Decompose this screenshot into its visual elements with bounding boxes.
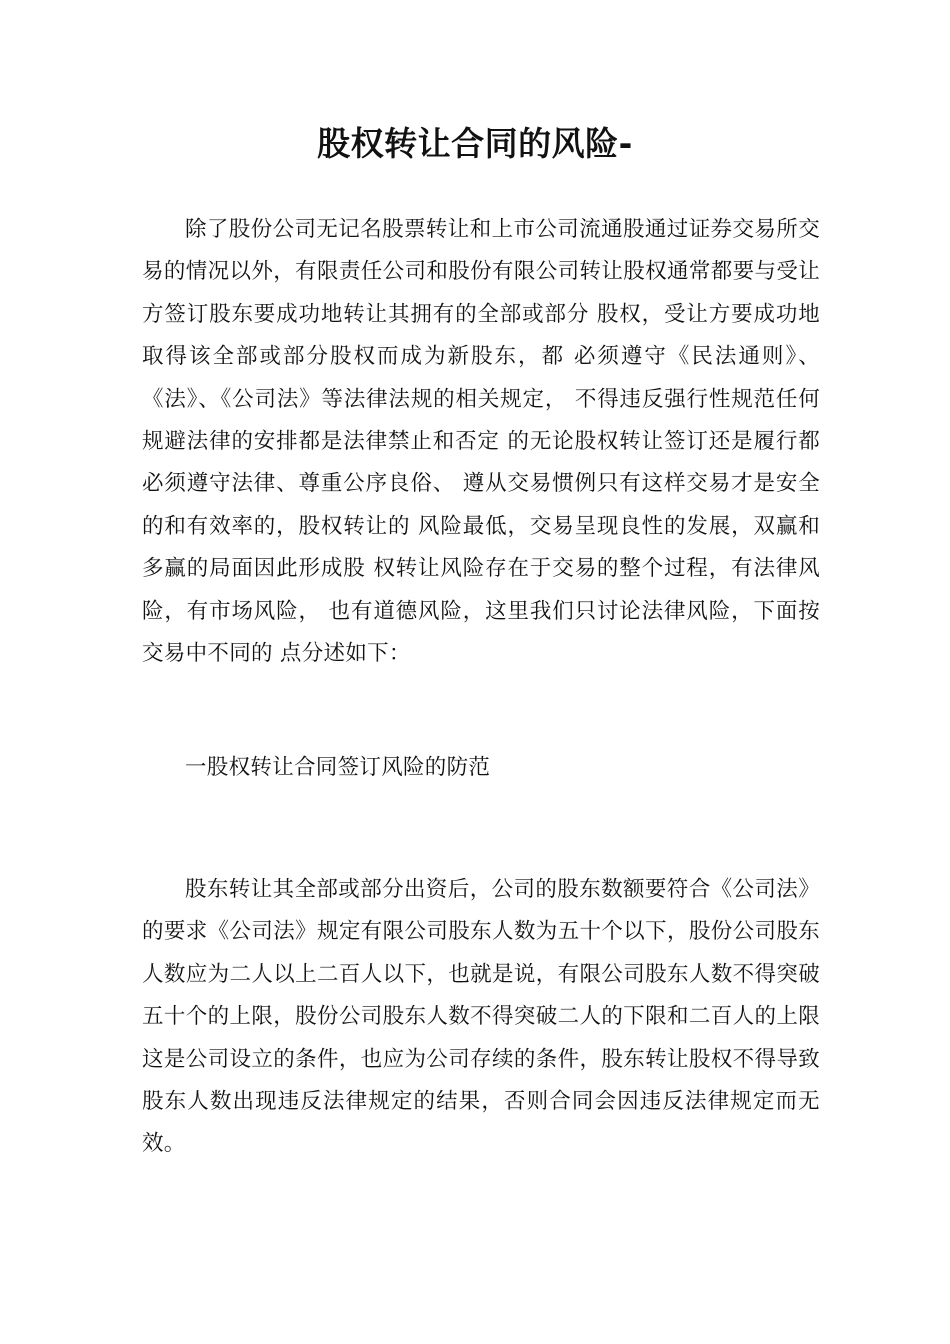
section-heading: 一股权转让合同签订风险的防范 bbox=[185, 755, 491, 780]
paragraph-shareholder-count: 股东转让其全部或部分出资后，公司的股东数额要符合《公司法》的要求《公司法》规定有限公司股东人数为五十个以下，股份公司股东人数应为二人以上二百人以下，也就是说，有限公司股东人数不得突破五十个的上限，股份公司股东人数不得突破二人的下限和二百人的上限这是公司设立的条件，也应为公司存续的条件，股东转让股权不得导致股东人数出现违反法律规定的结果，否则合同会因违反法律规定而无效。 bbox=[142, 877, 820, 1157]
paragraph-intro: 除了股份公司无记名股票转让和上市公司流通股通过证券交易所交易的情况以外，有限责任公司和股份有限公司转让股权通常都要与受让方签订股东要成功地转让其拥有的全部或部分 股权，受让方要成功地取得该全部或部分股权而成为新股东，都 必须遵守《民法通则》、《法》、《公司法》等法律法规的相关规定， 不得违反强行性规范任何规避法律的安排都是法律禁止和否定 的无论股权转让签订还是履行都必须遵守法律、尊重公序良俗、 遵从交易惯例只有这样交易才是安全的和有效率的，股权转让的 风险最低，交易呈现良性的发展，双赢和多赢的局面因此形成股 权转让风险存在于交易的整个过程，有法律风险，有市场风险， 也有道德风险，这里我们只讨论法律风险，下面按交易中不同的 点分述如下： bbox=[142, 217, 820, 667]
document-title: 股权转让合同的风险- bbox=[317, 124, 633, 163]
